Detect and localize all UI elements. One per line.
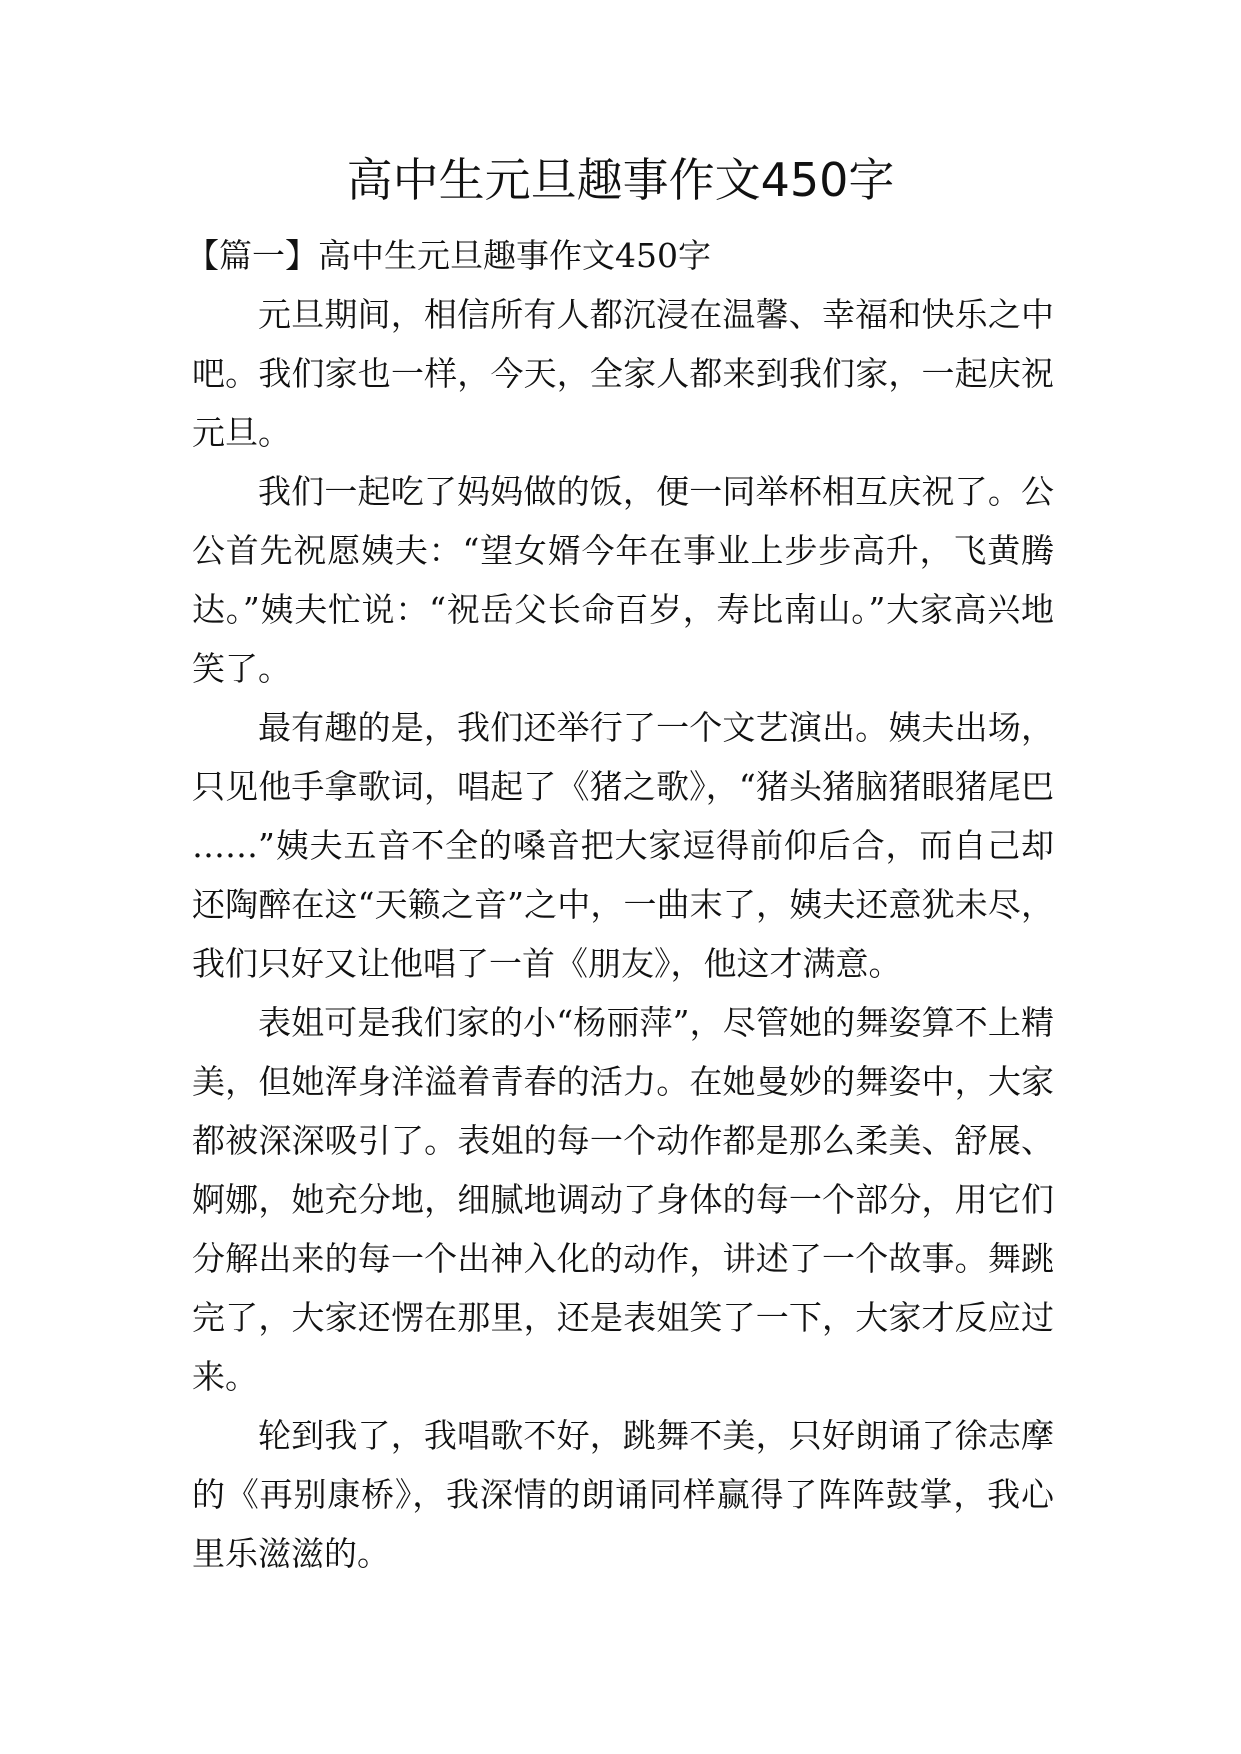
- paragraph-2: 我们一起吃了妈妈做的饭，便一同举杯相互庆祝了。公公首先祝愿姨夫：“望女婿今年在事业上步步高升，飞黄腾达。”姨夫忙说：“祝岳父长命百岁，寿比南山。”大家高兴地笑了。: [192, 472, 1054, 688]
- article-body: [186, 226, 1054, 1583]
- page-title: 高中生元旦趣事作文450字: [346, 153, 895, 207]
- paragraph-3: 最有趣的是，我们还举行了一个文艺演出。姨夫出场，只见他手拿歌词，唱起了《猪之歌》，“猪头猪脑猪眼猪尾巴……”姨夫五音不全的嗓音把大家逗得前仰后合，而自己却还陶醉在这“天籁之音”之中，一曲末了，姨夫还意犹未尽，我们只好又让他唱了一首《朋友》，他这才满意。: [192, 708, 1054, 983]
- paragraph-5: 轮到我了，我唱歌不好，跳舞不美，只好朗诵了徐志摩的《再别康桥》，我深情的朗诵同样赢得了阵阵鼓掌，我心里乐滋滋的。: [192, 1416, 1054, 1573]
- section-heading: 【篇一】高中生元旦趣事作文450字: [186, 236, 711, 275]
- paragraph-1: 元旦期间，相信所有人都沉浸在温馨、幸福和快乐之中吧。我们家也一样，今天，全家人都来到我们家，一起庆祝元旦。: [192, 295, 1054, 452]
- paragraph-4: 表姐可是我们家的小“杨丽萍”，尽管她的舞姿算不上精美，但她浑身洋溢着青春的活力。在她曼妙的舞姿中，大家都被深深吸引了。表姐的每一个动作都是那么柔美、舒展、婀娜，她充分地，细腻地调动了身体的每一个部分，用它们分解出来的每一个出神入化的动作，讲述了一个故事。舞跳完了，大家还愣在那里，还是表姐笑了一下，大家才反应过来。: [192, 1003, 1054, 1396]
